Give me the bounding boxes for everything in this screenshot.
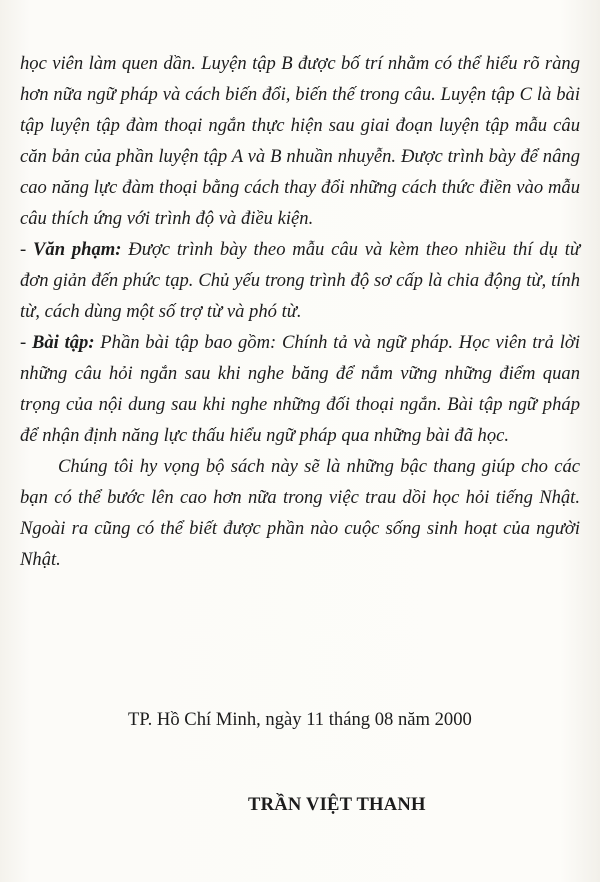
paragraph-closing: Chúng tôi hy vọng bộ sách này sẽ là những bậc thang giúp cho các bạn có thể bước lên cao hơn nữa trong việc trau dồi học hỏi tiếng Nhật. Ngoài ra cũng có thể biết được phần nào cuộc sống sinh hoạt của người Nhật. <box>20 456 580 570</box>
grammar-dash: - <box>20 239 34 260</box>
exercise-label: Bài tập: <box>31 332 95 353</box>
exercise-text: Phần bài tập bao gồm: Chính tả và ngữ pháp. Học viên trả lời những câu hỏi ngắn sau khi nghe băng để nắm vững những điểm quan trọng của nội dung sau khi nghe những đối thoại ngắn. Bài tập ngữ pháp để nhận định năng lực thấu hiểu ngữ pháp qua những bài đã học. <box>20 332 580 446</box>
paragraph-intro: học viên làm quen dần. Luyện tập B được bố trí nhằm có thể hiểu rõ ràng hơn nữa ngữ pháp và cách biến đổi, biến thế trong câu. Luyện tập C là bài tập luyện tập đàm thoại ngắn thực hiện sau giai đoạn luyện tập mẫu câu căn bản của phần luyện tập A và B nhuần nhuyễn. Được trình bày để nâng cao năng lực đàm thoại bằng cách thay đổi những cách thức điền vào mẫu câu thích ứng với trình độ và điều kiện. <box>20 53 580 229</box>
paragraph-exercise <box>20 327 580 451</box>
grammar-label: Văn phạm: <box>33 239 122 260</box>
exercise-dash: - <box>20 332 32 353</box>
preface-body <box>20 48 580 575</box>
place-date-line: TP. Hồ Chí Minh, ngày 11 tháng 08 năm 2000 <box>128 709 472 730</box>
paragraph-grammar <box>20 234 580 327</box>
grammar-text: Được trình bày theo mẫu câu và kèm theo nhiều thí dụ từ đơn giản đến phức tạp. Chủ yếu trong trình độ sơ cấp là chia động từ, tính từ, cách dùng một số trợ từ và phó từ. <box>20 239 581 322</box>
author-name: TRẦN VIỆT THANH <box>248 794 426 815</box>
